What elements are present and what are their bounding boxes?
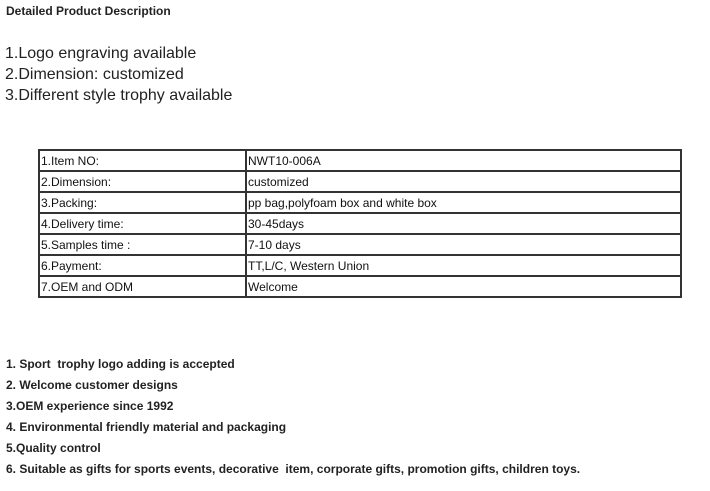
note-item: 3.OEM experience since 1992: [6, 399, 174, 413]
spec-value: NWT10-006A: [246, 150, 681, 171]
spec-value: TT,L/C, Western Union: [246, 255, 681, 276]
table-row: [39, 150, 681, 171]
table-row: [39, 213, 681, 234]
spec-key: 6.Payment:: [39, 255, 246, 276]
spec-key: 5.Samples time :: [39, 234, 246, 255]
feature-list: [5, 43, 232, 106]
spec-key: 1.Item NO:: [39, 150, 246, 171]
spec-key: 7.OEM and ODM: [39, 276, 246, 297]
spec-value: 7-10 days: [246, 234, 681, 255]
spec-key: 3.Packing:: [39, 192, 246, 213]
feature-item: 2.Dimension: customized: [5, 66, 184, 83]
spec-key: 4.Delivery time:: [39, 213, 246, 234]
notes-list: [6, 354, 580, 480]
spec-value: 30-45days: [246, 213, 681, 234]
spec-value: customized: [246, 171, 681, 192]
feature-item: 3.Different style trophy available: [5, 87, 233, 104]
table-row: [39, 276, 681, 297]
note-item: 4. Environmental friendly material and packaging: [6, 420, 287, 434]
spec-value: pp bag,polyfoam box and white box: [246, 192, 681, 213]
note-item: 5.Quality control: [6, 441, 101, 455]
spec-value: Welcome: [246, 276, 681, 297]
page-heading: Detailed Product Description: [6, 4, 171, 18]
note-item: 2. Welcome customer designs: [6, 378, 178, 392]
note-item: 1. Sport trophy logo adding is accepted: [6, 357, 235, 371]
feature-item: 1.Logo engraving available: [5, 45, 197, 62]
note-item: 6. Suitable as gifts for sports events, decorative item, corporate gifts, promotion gifts, children toys.: [6, 462, 581, 476]
table-row: [39, 192, 681, 213]
spec-key: 2.Dimension:: [39, 171, 246, 192]
spec-table: [38, 149, 682, 298]
table-row: [39, 255, 681, 276]
table-row: [39, 234, 681, 255]
table-row: [39, 171, 681, 192]
